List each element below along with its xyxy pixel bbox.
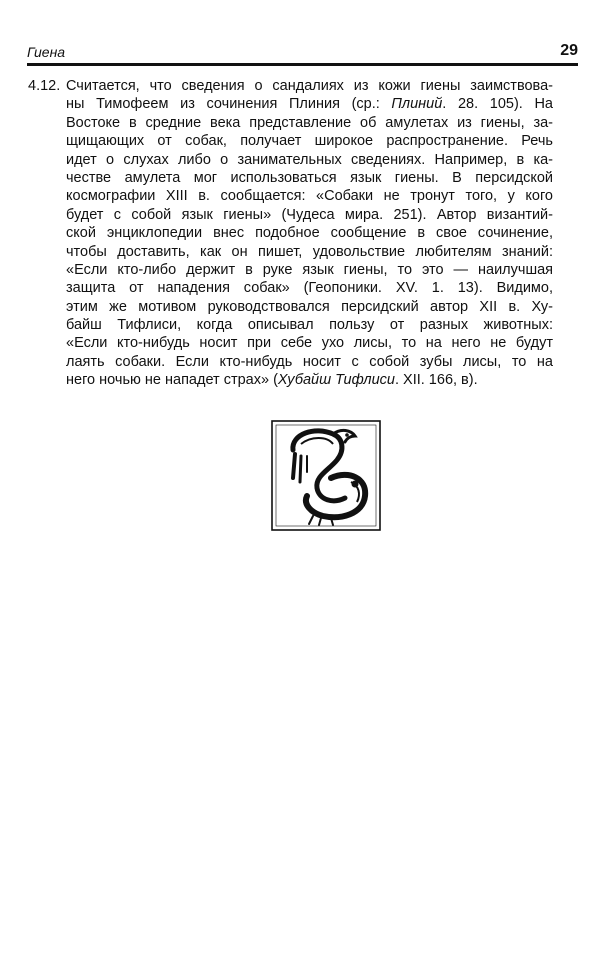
text-segment: . 28. 105). На: [442, 96, 553, 113]
text-segment: щищающих от собак, получает широкое распространение. Речь: [66, 133, 553, 150]
text-segment: него ночью не нападет страх» (: [66, 372, 278, 389]
commentary-entry: [28, 77, 553, 390]
text-line: [66, 353, 553, 371]
text-line: [66, 243, 553, 261]
text-line: [66, 95, 553, 113]
text-segment: этим же мотивом руководствовался персидский автор XII в. Ху-: [66, 298, 553, 315]
text-segment: Считается, что сведения о сандалиях из кожи гиены заимствова-: [66, 78, 553, 94]
text-line: [66, 132, 553, 150]
entry-number: 4.12.: [28, 78, 61, 94]
text-segment: честве амулета мог использоваться язык гиены. В персидской: [66, 169, 553, 186]
text-segment: чтобы доставить, как он пишет, удовольствие любителям знаний:: [66, 243, 553, 260]
text-line: [66, 334, 553, 352]
text-line: [66, 224, 553, 242]
text-segment: ской энциклопедии внес подобное сообщение в свое сочинение,: [66, 225, 553, 242]
page-number: 29: [560, 42, 578, 59]
cited-author: Хубайш Тифлиси: [277, 372, 395, 389]
cited-author: Плиний: [391, 96, 443, 113]
text-line: [66, 187, 553, 205]
text-segment: байш Тифлиси, когда описывал пользу от разных животных:: [66, 317, 553, 334]
text-line: [66, 298, 553, 316]
text-line: [66, 206, 553, 224]
running-title: Гиена: [27, 44, 66, 60]
text-line: [66, 371, 553, 389]
text-segment: . XII. 166, в).: [394, 372, 478, 389]
text-line: [66, 169, 553, 187]
text-line: [66, 261, 553, 279]
text-segment: идет о слухах либо о занимательных сведениях. Например, в ка-: [66, 151, 553, 168]
text-line: [66, 151, 553, 169]
text-segment: защита от нападения собак» (Геопоники. XV. 1. 13). Видимо,: [66, 280, 553, 297]
header-rule: [27, 63, 578, 66]
text-line: [66, 316, 553, 334]
text-segment: космографии XIII в. сообщается: «Собаки не тронут того, у кого: [66, 188, 553, 205]
text-segment: лаять собаки. Если кто-нибудь носит с собой зубы лисы, то на: [66, 353, 553, 370]
text-line: [66, 77, 553, 95]
text-line: [66, 114, 553, 132]
text-segment: ны Тимофеем из сочинения Плиния (ср.:: [66, 96, 392, 113]
text-segment: «Если кто-нибудь носит при себе ухо лисы, то на него не будут: [66, 335, 553, 352]
running-header: [27, 42, 578, 64]
entry-body: [66, 77, 553, 390]
text-segment: будет с собой язык гиены» (Чудеса мира. 251). Автор византий-: [66, 206, 553, 223]
text-segment: «Если кто-либо держит в руке язык гиены, то это — наилучшая: [66, 261, 553, 278]
text-segment: Востоке в средние века представление об амулетах из гиены, за-: [66, 114, 553, 131]
text-line: [66, 279, 553, 297]
decorative-ornament-icon: [271, 420, 381, 531]
